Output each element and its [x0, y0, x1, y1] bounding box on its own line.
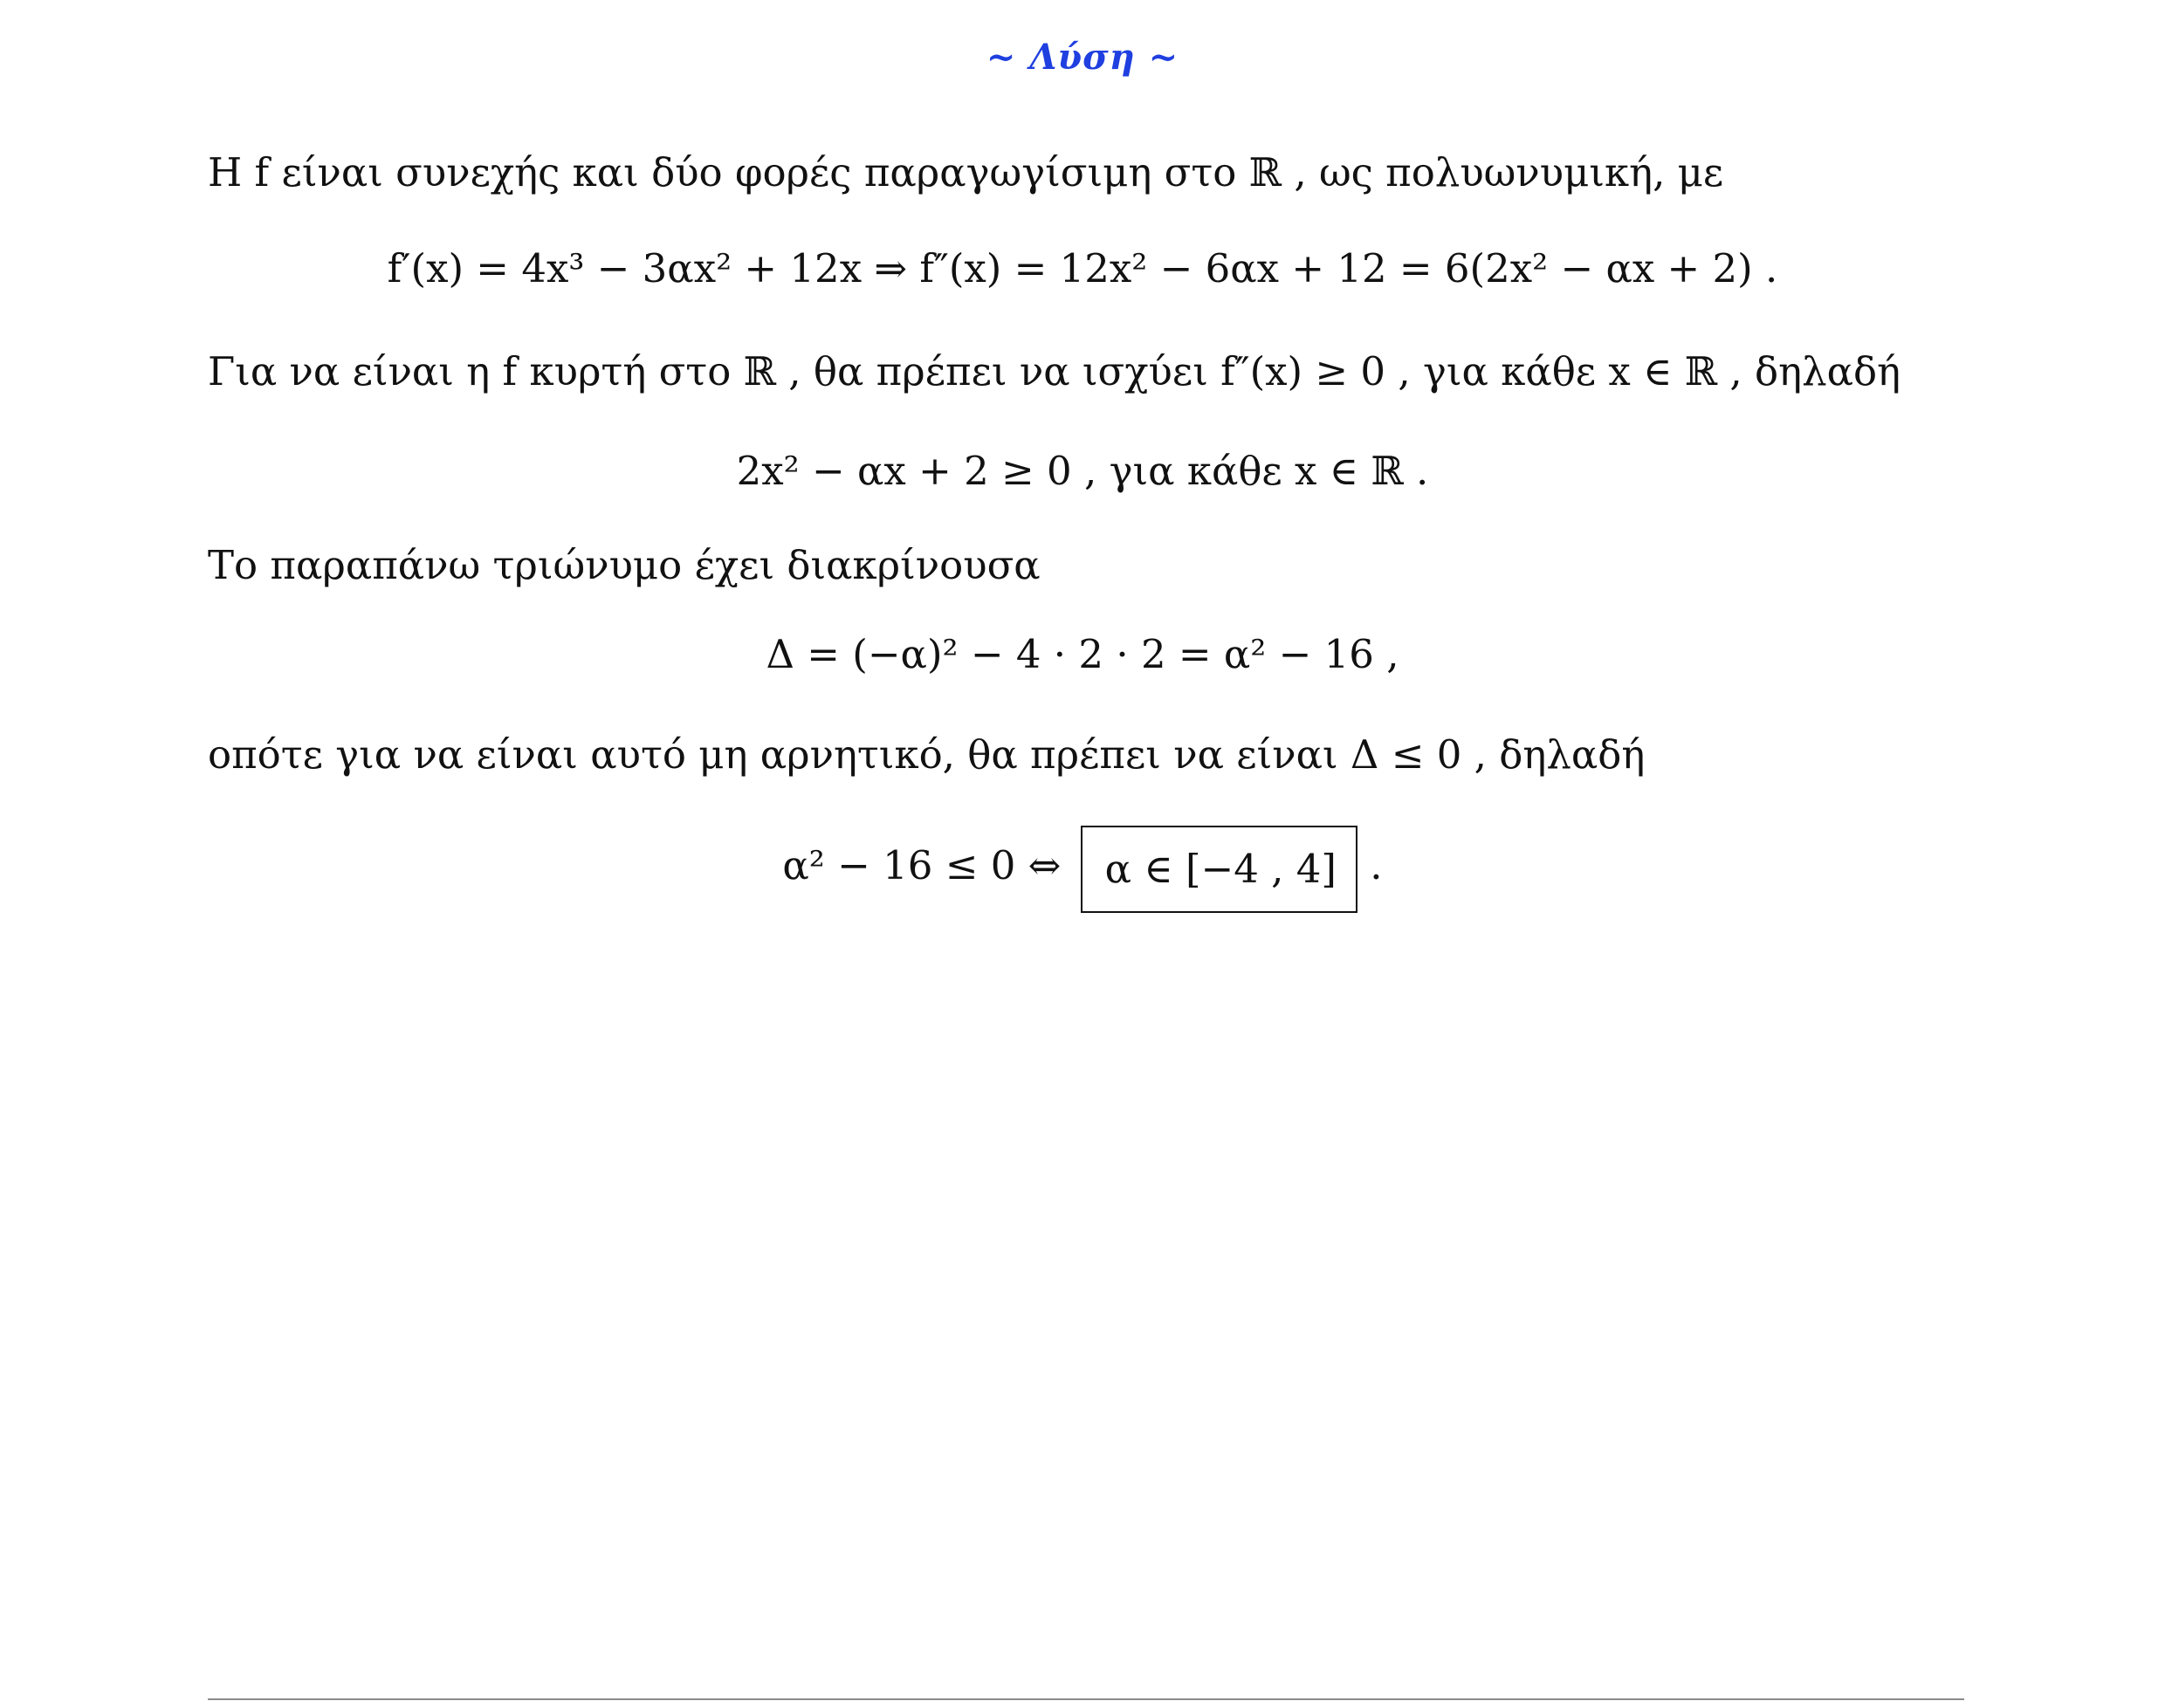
page-title: ~ Λύση ~ — [986, 37, 1179, 78]
formula-final-answer — [0, 822, 2165, 913]
formula-discriminant: Δ = (−α)² − 4 · 2 · 2 = α² − 16 , — [766, 631, 1399, 677]
footer-divider — [208, 1698, 1964, 1700]
paragraph-convexity-condition: Για να είναι η f κυρτή στο ℝ , θα πρέπει να ισχύει f″(x) ≥ 0 , για κάθε x ∈ ℝ , δηλαδή — [208, 348, 1901, 394]
paragraph-intro: Η f είναι συνεχής και δύο φορές παραγωγίσιμη στο ℝ , ως πολυωνυμική, με — [208, 149, 1724, 195]
formula-final-period: . — [1370, 842, 1383, 888]
paragraph-conclusion-intro: οπότε για να είναι αυτό μη αρνητικό, θα πρέπει να είναι Δ ≤ 0 , δηλαδή — [208, 731, 1646, 778]
formula-derivatives: f′(x) = 4x³ − 3αx² + 12x ⇒ f″(x) = 12x² − 6αx + 12 = 6(2x² − αx + 2) . — [387, 245, 1778, 292]
formula-inequality: 2x² − αx + 2 ≥ 0 , για κάθε x ∈ ℝ . — [736, 448, 1429, 494]
formula-final-left: α² − 16 ≤ 0 ⇔ — [782, 842, 1062, 888]
boxed-answer: α ∈ [−4 , 4] — [1081, 826, 1357, 913]
paragraph-discriminant-intro: Το παραπάνω τριώνυμο έχει διακρίνουσα — [208, 542, 1041, 588]
